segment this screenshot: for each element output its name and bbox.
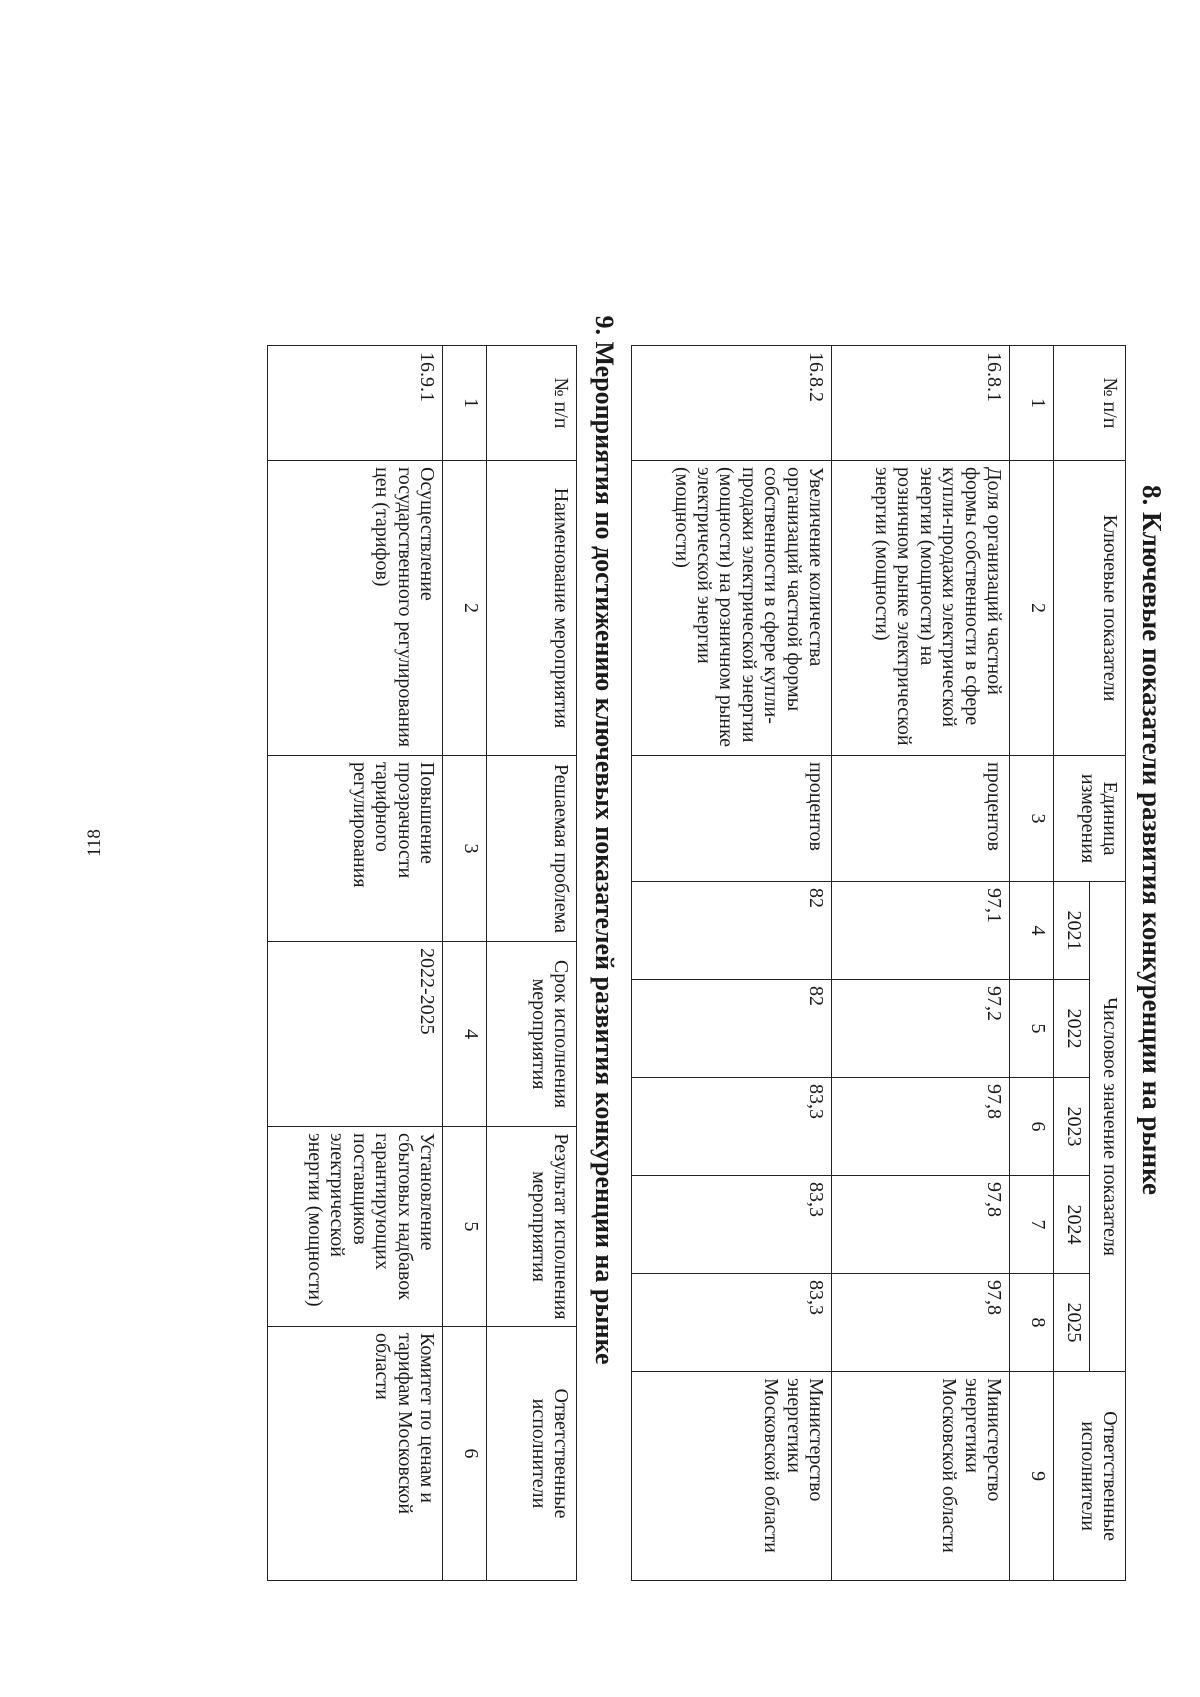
row-result: Установление сбытовых надбавок гарантирующих поставщиков электрической энергии (мощности) [268,1127,443,1327]
column-number: 2 [1010,461,1054,756]
header-unit: Единица измерения [1054,756,1126,882]
column-number: 9 [1010,1372,1054,1581]
table-header-row [1090,346,1126,1581]
table-row [832,346,1010,1581]
row-responsible: Министерство энергетики Московской области [832,1372,1010,1581]
table-header-row [487,346,577,1581]
header-value: Числовое значение показателя [1090,882,1126,1372]
row-value: 97,2 [832,980,1010,1078]
column-number: 2 [443,461,487,756]
table-row [632,346,832,1581]
column-number: 6 [443,1327,487,1581]
column-number: 1 [443,346,487,461]
column-number: 7 [1010,1176,1054,1274]
row-no: 16.8.2 [632,346,832,461]
row-no: 16.9.1 [268,346,443,461]
row-unit: процентов [832,756,1010,882]
column-number: 1 [1010,346,1054,461]
column-number: 4 [1010,882,1054,980]
header-no: № п/п [1054,346,1126,461]
section-9-title: 9. Мероприятия по достижению ключевых показателей развития конкуренции на рынке [590,315,619,1365]
row-indicator: Доля организаций частной формы собственности в сфере купли-продажи электрической энергии (мощности) на розничном рынке электрической энергии (мощности) [832,461,1010,756]
row-responsible: Министерство энергетики Московской области [632,1372,832,1581]
table-row [268,346,443,1581]
row-value: 97,8 [832,1078,1010,1176]
header-result: Результат исполнения мероприятия [487,1127,577,1327]
page-number: 118 [84,829,105,857]
column-number: 5 [443,1127,487,1327]
header-year: 2021 [1054,882,1090,980]
row-name: Осуществление государственного регулирования цен (тарифов) [268,461,443,756]
header-year: 2023 [1054,1078,1090,1176]
row-value: 97,8 [832,1274,1010,1372]
header-year: 2025 [1054,1274,1090,1372]
header-problem: Решаемая проблема [487,756,577,942]
row-unit: процентов [632,756,832,882]
measures-table [267,345,577,1581]
column-number: 3 [1010,756,1054,882]
header-name: Наименование мероприятия [487,461,577,756]
column-number: 8 [1010,1274,1054,1372]
header-responsible: Ответственные исполнители [1054,1372,1126,1581]
header-year: 2022 [1054,980,1090,1078]
column-number: 4 [443,942,487,1127]
row-responsible: Комитет по ценам и тарифам Московской области [268,1327,443,1581]
header-year: 2024 [1054,1176,1090,1274]
row-value: 82 [632,882,832,980]
column-number: 5 [1010,980,1054,1078]
rotated-content [118,90,1178,1590]
column-number: 3 [443,756,487,942]
header-term: Срок исполнения мероприятия [487,942,577,1127]
row-problem: Повышение прозрачности тарифного регулирования [268,756,443,942]
column-number: 6 [1010,1078,1054,1176]
row-value: 97,1 [832,882,1010,980]
row-indicator: Увеличение количества организаций частной формы собственности в сфере купли-продажи электрической энергии (мощности) на розничном рынке электрической энергии (мощности) [632,461,832,756]
section-8-title: 8. Ключевые показатели развития конкуренции на рынке [1137,485,1167,1195]
row-value: 83,3 [632,1176,832,1274]
row-value: 82 [632,980,832,1078]
row-no: 16.8.1 [832,346,1010,461]
header-indicator: Ключевые показатели [1054,461,1126,756]
key-indicators-table [631,345,1126,1581]
section-9 [267,90,631,1590]
row-value: 97,8 [832,1176,1010,1274]
column-number-row [1010,346,1054,1581]
row-value: 83,3 [632,1078,832,1176]
section-8 [631,90,1178,1590]
column-number-row [443,346,487,1581]
header-responsible: Ответственные исполнители [487,1327,577,1581]
row-term: 2022-2025 [268,942,443,1127]
header-no: № п/п [487,346,577,461]
row-value: 83,3 [632,1274,832,1372]
